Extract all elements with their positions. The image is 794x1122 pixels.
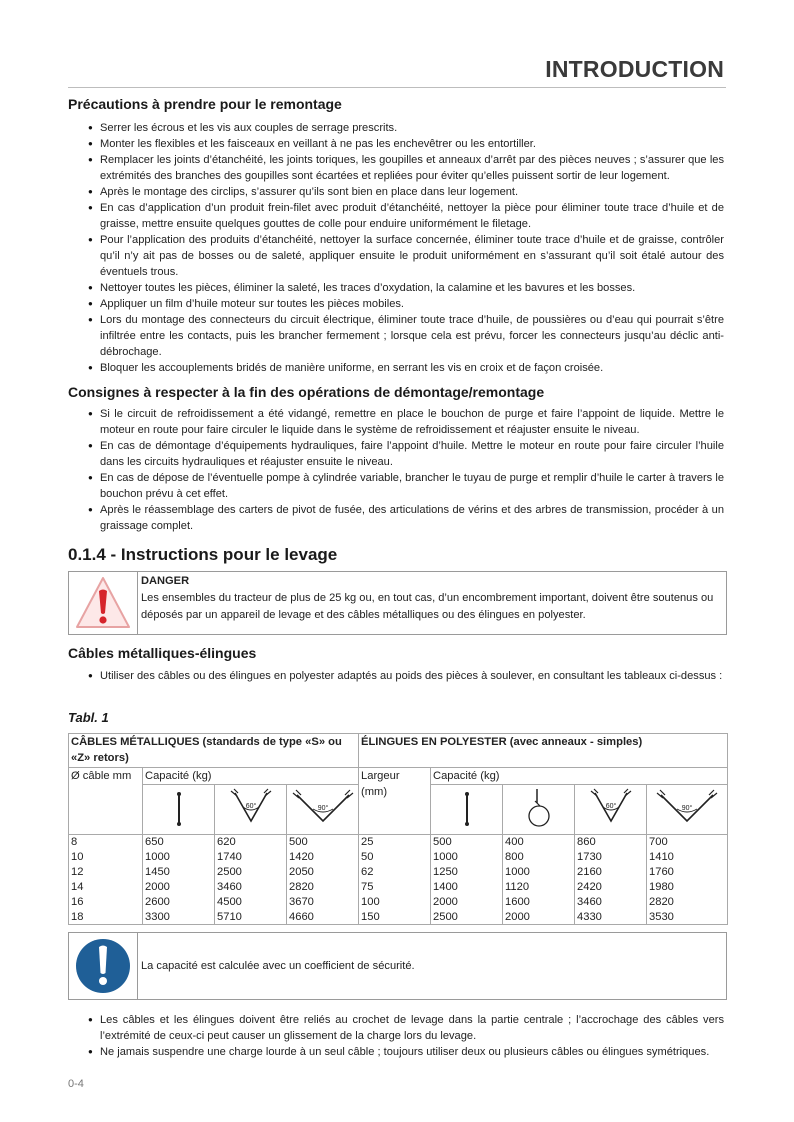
table-cell: 500 [431, 835, 503, 850]
table-cell: 800 [503, 850, 575, 865]
angle-label: 90° [681, 805, 693, 812]
vertical-sling-icon [457, 789, 477, 829]
table-cell: 3460 [575, 895, 647, 910]
list-item: ● En cas de dépose de l’éventuelle pompe à cylindrée variable, brancher le tuyau de purge et remplir d’huile le carter à travers le bouchon prévu à cet effet. [88, 470, 724, 502]
danger-box [68, 571, 727, 635]
table-row [69, 835, 728, 850]
info-icon-cell [69, 933, 138, 999]
page-number: 0-4 [68, 1078, 84, 1090]
list-item: ● Ne jamais suspendre une charge lourde à un seul câble ; toujours utiliser deux ou plusieurs câbles ou élingues symétriques. [88, 1044, 724, 1060]
table-cell: 700 [647, 835, 728, 850]
table-cell: 1000 [431, 850, 503, 865]
list-item: ● Après le réassemblage des carters de pivot de fusée, des articulations de vérins et des arbres de transmission, procéder à un graissage complet. [88, 502, 724, 534]
col-diameter: Ø câble mm [69, 768, 143, 835]
table-cell: 1420 [287, 850, 359, 865]
header-divider [68, 87, 726, 88]
table-cell: 620 [215, 835, 287, 850]
table-cell: 400 [503, 835, 575, 850]
table-cell: 2160 [575, 865, 647, 880]
table-cell: 1980 [647, 880, 728, 895]
table-cell: 100 [359, 895, 431, 910]
table-cell: 16 [69, 895, 143, 910]
table-row [69, 865, 728, 880]
icon-cell [647, 785, 728, 835]
info-text: La capacité est calculée avec un coefficient de sécurité. [141, 960, 415, 972]
angle-label: 60° [245, 803, 256, 810]
list-item: ● Après le montage des circlips, s’assurer qu’ils sont bien en place dans leur logement. [88, 184, 724, 200]
table-cell: 8 [69, 835, 143, 850]
col-capacity-right: Capacité (kg) [431, 768, 728, 785]
icon-cell [575, 785, 647, 835]
sling-90-icon [655, 787, 719, 831]
table-cell: 500 [287, 835, 359, 850]
vertical-sling-icon [169, 789, 189, 829]
list-item: ● En cas d’application d’un produit frein-filet avec produit d’étanchéité, nettoyer la pièce pour éliminer toute trace d’huile et de graisse, mettre ensuite quelques gouttes de colle pour enduire uniformément le filetage. [88, 200, 724, 232]
table-cell: 1740 [215, 850, 287, 865]
info-box [68, 932, 727, 1000]
list-item: ● Serrer les écrous et les vis aux couples de serrage prescrits. [88, 120, 724, 136]
danger-text-block [141, 573, 722, 624]
cables-list [88, 668, 724, 684]
table-header-row [69, 734, 728, 768]
section-heading-consignes: Consignes à respecter à la fin des opérations de démontage/remontage [68, 384, 545, 400]
warning-triangle-icon [74, 575, 132, 631]
table-cell: 75 [359, 880, 431, 895]
icon-cell [143, 785, 215, 835]
table-cell: 2820 [647, 895, 728, 910]
table-cell: 3300 [143, 910, 215, 925]
list-item: ● Pour l’application des produits d’étanchéité, nettoyer la surface concernée, éliminer toute trace d’huile et de graisse, contrôler qu’il n’y ait pas de bosses ou de saleté, appliquer ensuite le produit uniformément en s’assurant qu’il soit étalé autour des éventuels trous. [88, 232, 724, 280]
icon-cell [287, 785, 359, 835]
table-cell: 62 [359, 865, 431, 880]
table-cell: 2050 [287, 865, 359, 880]
table-row [69, 895, 728, 910]
table-cell: 50 [359, 850, 431, 865]
table-cell: 2500 [215, 865, 287, 880]
sling-60-icon [225, 787, 277, 831]
table-cell: 2000 [143, 880, 215, 895]
list-item: ● Lors du montage des connecteurs du circuit électrique, éliminer toute trace d’huile, de poussières ou d’eau qui pourrait s’être infiltrée entre les contacts, puis les brancher fermement ; lorsque cela est prévu, forcer les connecteurs jusqu’au déclic anti-débrochage. [88, 312, 724, 360]
table-cell: 10 [69, 850, 143, 865]
list-item: ● Les câbles et les élingues doivent être reliés au crochet de levage dans la partie centrale ; l’accrochage des câbles vers l’extrémité de ceux-ci peut causer un glissement de la charge lors du levage. [88, 1012, 724, 1044]
danger-title: DANGER [141, 575, 190, 587]
table-cell: 1400 [431, 880, 503, 895]
table-cell: 2000 [503, 910, 575, 925]
list-item: ● En cas de démontage d’équipements hydrauliques, faire l’appoint d’huile. Mettre le moteur en route pour faire circuler l’huile dans les circuits hydrauliques et réajuster ensuite le niveau. [88, 438, 724, 470]
consignes-list [88, 406, 724, 534]
table-cell: 2600 [143, 895, 215, 910]
choker-sling-icon [524, 787, 554, 831]
table-cell: 1000 [143, 850, 215, 865]
icon-cell [503, 785, 575, 835]
list-item: ● Nettoyer toutes les pièces, éliminer la saleté, les traces d’oxydation, la calamine et les bavures et les bosses. [88, 280, 724, 296]
table-cell: 3460 [215, 880, 287, 895]
icon-cell [431, 785, 503, 835]
table-cell: 650 [143, 835, 215, 850]
table-cell: 1000 [503, 865, 575, 880]
angle-label: 60° [605, 803, 616, 810]
lifting-capacity-table [68, 733, 728, 925]
table-cell: 2820 [287, 880, 359, 895]
danger-icon-cell [69, 572, 138, 634]
col-width: Largeur (mm) [359, 768, 431, 835]
list-item: ● Monter les flexibles et les faisceaux en veillant à ne pas les enchevêtrer ou les entortiller. [88, 136, 724, 152]
table-cell: 14 [69, 880, 143, 895]
sling-60-icon [585, 787, 637, 831]
table-cell: 1730 [575, 850, 647, 865]
exclamation-circle-icon [74, 937, 132, 995]
table-cell: 1120 [503, 880, 575, 895]
subsection-heading-cables: Câbles métalliques-élingues [68, 645, 257, 661]
header-elingues-polyester: ÉLINGUES EN POLYESTER (avec anneaux - simples) [359, 734, 728, 768]
angle-label: 90° [317, 805, 328, 812]
table-cell: 4330 [575, 910, 647, 925]
table-row [69, 910, 728, 925]
list-item: ● Remplacer les joints d’étanchéité, les joints toriques, les goupilles et anneaux d’arrêt par des pièces neuves ; s’assurer que les extrémités des branches des goupilles sont écartées et repliées pour éviter qu’elles puissent sortir de leur logement. [88, 152, 724, 184]
table-cell: 2000 [431, 895, 503, 910]
table-cell: 1450 [143, 865, 215, 880]
table-cell: 18 [69, 910, 143, 925]
list-item: ● Utiliser des câbles ou des élingues en polyester adaptés au poids des pièces à soulever, en consultant les tableaux ci-dessus : [88, 668, 724, 684]
table-data-body [69, 835, 728, 925]
table-cell: 12 [69, 865, 143, 880]
header-cables-metalliques: CÂBLES MÉTALLIQUES (standards de type «S» ou «Z» retors) [69, 734, 359, 768]
levage-notes-list [88, 1012, 724, 1060]
table-cell: 4500 [215, 895, 287, 910]
table-cell: 2420 [575, 880, 647, 895]
page-title: INTRODUCTION [545, 56, 724, 82]
table-label: Tabl. 1 [68, 710, 109, 725]
table-cell: 3530 [647, 910, 728, 925]
table-cell: 860 [575, 835, 647, 850]
table-cell: 25 [359, 835, 431, 850]
table-cell: 4660 [287, 910, 359, 925]
table-cell: 150 [359, 910, 431, 925]
table-cell: 5710 [215, 910, 287, 925]
section-heading-remontage: Précautions à prendre pour le remontage [68, 96, 342, 112]
table-cell: 1760 [647, 865, 728, 880]
table-row [69, 880, 728, 895]
sling-90-icon [291, 787, 355, 831]
table-cell: 2500 [431, 910, 503, 925]
list-item: ● Appliquer un film d’huile moteur sur toutes les pièces mobiles. [88, 296, 724, 312]
list-item: ● Bloquer les accouplements bridés de manière uniforme, en serrant les vis en croix et de façon croisée. [88, 360, 724, 376]
table-cell: 1410 [647, 850, 728, 865]
table-subheader-row [69, 768, 728, 785]
col-capacity-left: Capacité (kg) [143, 768, 359, 785]
table-cell: 1250 [431, 865, 503, 880]
table-cell: 1600 [503, 895, 575, 910]
icon-cell [215, 785, 287, 835]
section-heading-levage: 0.1.4 - Instructions pour le levage [68, 545, 338, 564]
list-item: ● Si le circuit de refroidissement a été vidangé, remettre en place le bouchon de purge et faire l’appoint de liquide. Mettre le moteur en route pour faire circuler le liquide dans le système de refroidissement et réajuster ensuite le niveau. [88, 406, 724, 438]
precautions-list [88, 120, 724, 376]
table-cell: 3670 [287, 895, 359, 910]
table-row [69, 850, 728, 865]
danger-text: Les ensembles du tracteur de plus de 25 kg ou, en tout cas, d’un encombrement important, doivent être soutenus ou déposés par un appareil de levage et des câbles métalliques ou des élingues en polyester. [141, 592, 714, 621]
